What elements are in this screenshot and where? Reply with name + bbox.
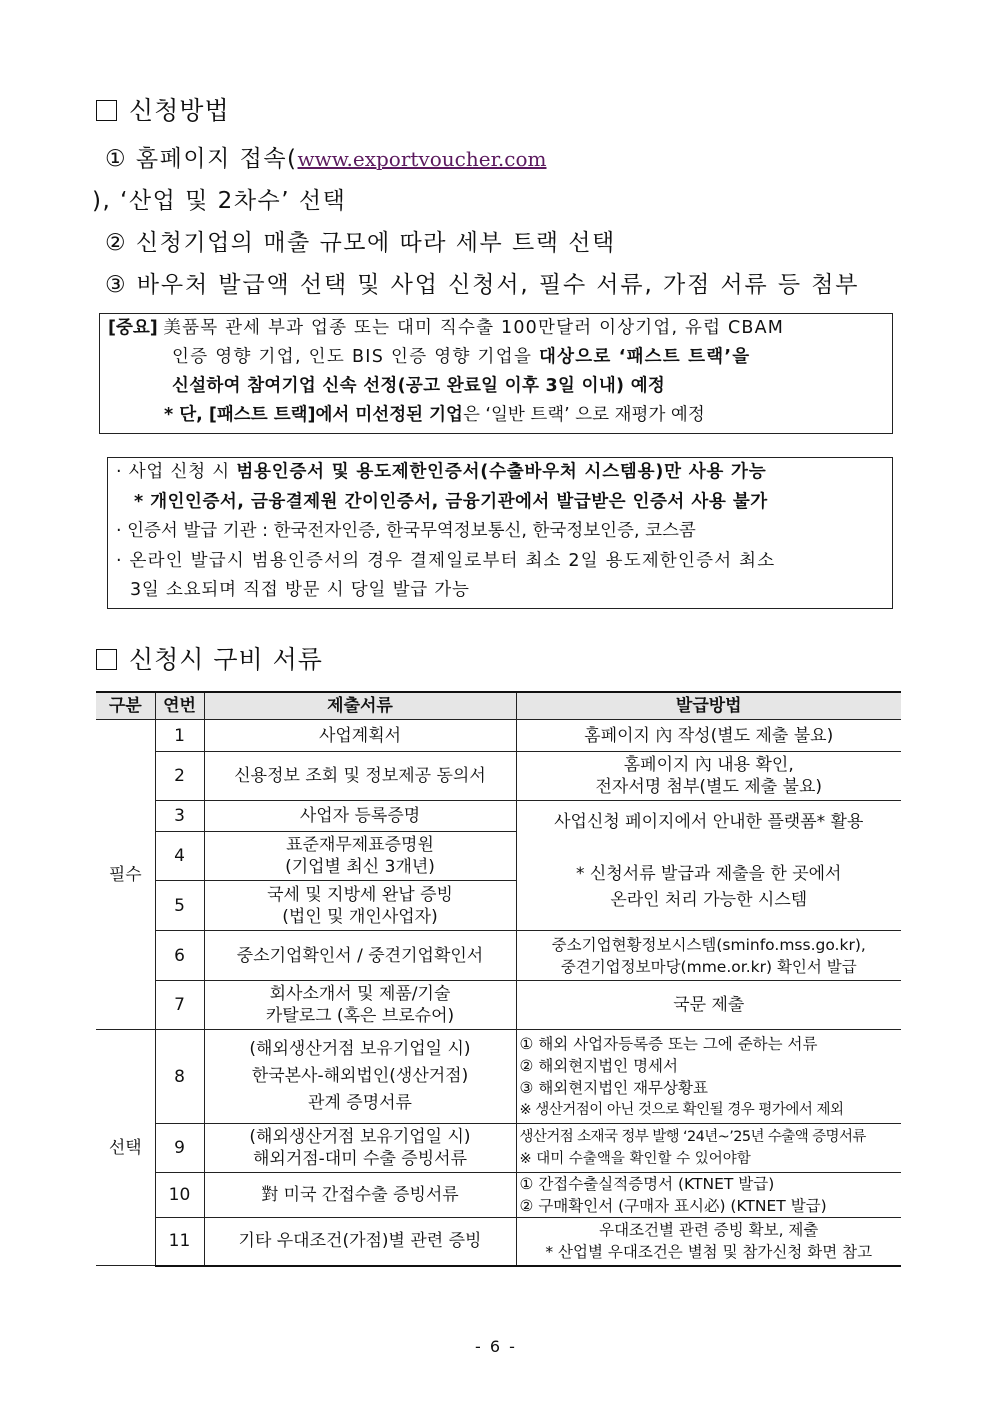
row-document: 표준재무제표증명원 (기업별 최신 3개년) — [204, 832, 516, 881]
required-documents-table — [96, 691, 901, 1267]
row-document: 사업계획서 — [204, 720, 516, 752]
page-number: - 6 - — [475, 1337, 517, 1356]
notice-line-1: 美품목 관세 부과 업종 또는 대미 직수출 100만달러 이상기업, 유럽 CBAM — [163, 318, 785, 338]
row-method: 홈페이지 內 작성(별도 제출 불요) — [516, 720, 901, 752]
row-number: 8 — [155, 1030, 204, 1124]
row-document: 신용정보 조회 및 정보제공 동의서 — [204, 752, 516, 801]
notice-tag: [중요] — [108, 318, 158, 338]
step-2: ② 신청기업의 매출 규모에 따라 세부 트랙 선택 — [105, 230, 616, 256]
cert-line-2: * 개인인증서, 금융결제원 간이인증서, 금융기관에서 발급받은 인증서 사용 불가 — [134, 491, 768, 512]
row-method: ① 해외 사업자등록증 또는 그에 준하는 서류 ② 해외현지법인 명세서 ③ 해외현지법인 재무상황표 ※ 생산거점이 아닌 것으로 확인될 경우 평가에서 제외 — [516, 1030, 901, 1124]
row-method: 중소기업현황정보시스템(sminfo.mss.go.kr), 중견기업정보마당(mme.or.kr) 확인서 발급 — [516, 931, 901, 981]
step-1 — [105, 140, 547, 173]
row-number: 5 — [155, 881, 204, 931]
cert-line-5: 3일 소요되며 직접 방문 시 당일 발급 가능 — [130, 580, 470, 600]
row-method: 생산거점 소재국 정부 발행 ‘24년~’25년 수출액 증명서류 ※ 대미 수출액을 확인할 수 있어야함 — [516, 1124, 901, 1173]
cert-line-1: · 사업 신청 시 범용인증서 및 용도제한인증서(수출바우처 시스템용)만 사용 가능 — [116, 462, 767, 482]
notice-line-3: 신설하여 참여기업 신속 선정(공고 완료일 이후 3일 이내) 예정 — [172, 376, 666, 396]
table-row — [96, 1218, 901, 1266]
row-number: 7 — [155, 981, 204, 1030]
row-number: 2 — [155, 752, 204, 801]
section-title: 신청시 구비 서류 — [129, 645, 323, 674]
row-method-merged: 사업신청 페이지에서 안내한 플랫폼* 활용 * 신청서류 발급과 제출을 한 곳에서 온라인 처리 가능한 시스템 — [516, 801, 901, 931]
table-row — [96, 801, 901, 832]
row-document: (해외생산거점 보유기업일 시) 한국본사-해외법인(생산거점) 관계 증명서류 — [204, 1030, 516, 1124]
table-row — [96, 1124, 901, 1173]
row-document: 중소기업확인서 / 중견기업확인서 — [204, 931, 516, 981]
header-number: 연번 — [155, 692, 204, 720]
row-number: 10 — [155, 1173, 204, 1218]
row-method: 국문 제출 — [516, 981, 901, 1030]
step-1-continued: ), ‘산업 및 2차수’ 선택 — [92, 188, 347, 214]
table-row — [96, 981, 901, 1030]
group-optional: 선택 — [96, 1030, 155, 1266]
certificate-info-box — [107, 457, 893, 609]
section-heading-required-documents — [96, 640, 323, 676]
row-number: 4 — [155, 832, 204, 881]
table-row — [96, 1030, 901, 1124]
table-row — [96, 720, 901, 752]
row-document: 국세 및 지방세 완납 증빙 (법인 및 개인사업자) — [204, 881, 516, 931]
row-document: 사업자 등록증명 — [204, 801, 516, 832]
step-3: ③ 바우처 발급액 선택 및 사업 신청서, 필수 서류, 가점 서류 등 첨부 — [105, 272, 860, 298]
row-document: 회사소개서 및 제품/기술 카탈로그 (혹은 브로슈어) — [204, 981, 516, 1030]
header-method: 발급방법 — [516, 692, 901, 720]
row-method: ① 간접수출실적증명서 (KTNET 발급) ② 구매확인서 (구매자 표시必) (KTNET 발급) — [516, 1173, 901, 1218]
cert-line-4: · 온라인 발급시 범용인증서의 경우 결제일로부터 최소 2일 용도제한인증서 최소 — [116, 550, 776, 571]
checkbox-square-icon — [96, 649, 117, 670]
row-document: (해외생산거점 보유기업일 시) 해외거점-대미 수출 증빙서류 — [204, 1124, 516, 1173]
row-document: 對 미국 간접수출 증빙서류 — [204, 1173, 516, 1218]
section-heading-application-method — [96, 91, 230, 127]
notice-line-4: * 단, [패스트 트랙]에서 미선정된 기업은 ‘일반 트랙’ 으로 재평가 예정 — [164, 405, 705, 425]
header-document: 제출서류 — [204, 692, 516, 720]
table-row — [96, 931, 901, 981]
row-number: 9 — [155, 1124, 204, 1173]
section-title: 신청방법 — [129, 96, 230, 125]
important-notice-box — [99, 313, 893, 434]
row-document: 기타 우대조건(가점)별 관련 증빙 — [204, 1218, 516, 1266]
group-required: 필수 — [96, 720, 155, 1030]
row-method: 홈페이지 內 내용 확인, 전자서명 첨부(별도 제출 불요) — [516, 752, 901, 801]
table-header-row — [96, 692, 901, 720]
step-1-text: ① 홈페이지 접속( — [105, 146, 298, 172]
table-row — [96, 752, 901, 801]
row-number: 1 — [155, 720, 204, 752]
cert-line-3: · 인증서 발급 기관 : 한국전자인증, 한국무역정보통신, 한국정보인증, 코스콤 — [116, 521, 696, 541]
checkbox-square-icon — [96, 100, 117, 121]
header-category: 구분 — [96, 692, 155, 720]
row-number: 6 — [155, 931, 204, 981]
row-number: 11 — [155, 1218, 204, 1266]
row-number: 3 — [155, 801, 204, 832]
homepage-link[interactable]: www.exportvoucher.com — [297, 147, 547, 171]
notice-line-2: 인증 영향 기업, 인도 BIS 인증 영향 기업을 대상으로 ‘패스트 트랙’을 — [172, 347, 751, 367]
row-method: 우대조건별 관련 증빙 확보, 제출 * 산업별 우대조건은 별첨 및 참가신청 화면 참고 — [516, 1218, 901, 1266]
table-row — [96, 1173, 901, 1218]
